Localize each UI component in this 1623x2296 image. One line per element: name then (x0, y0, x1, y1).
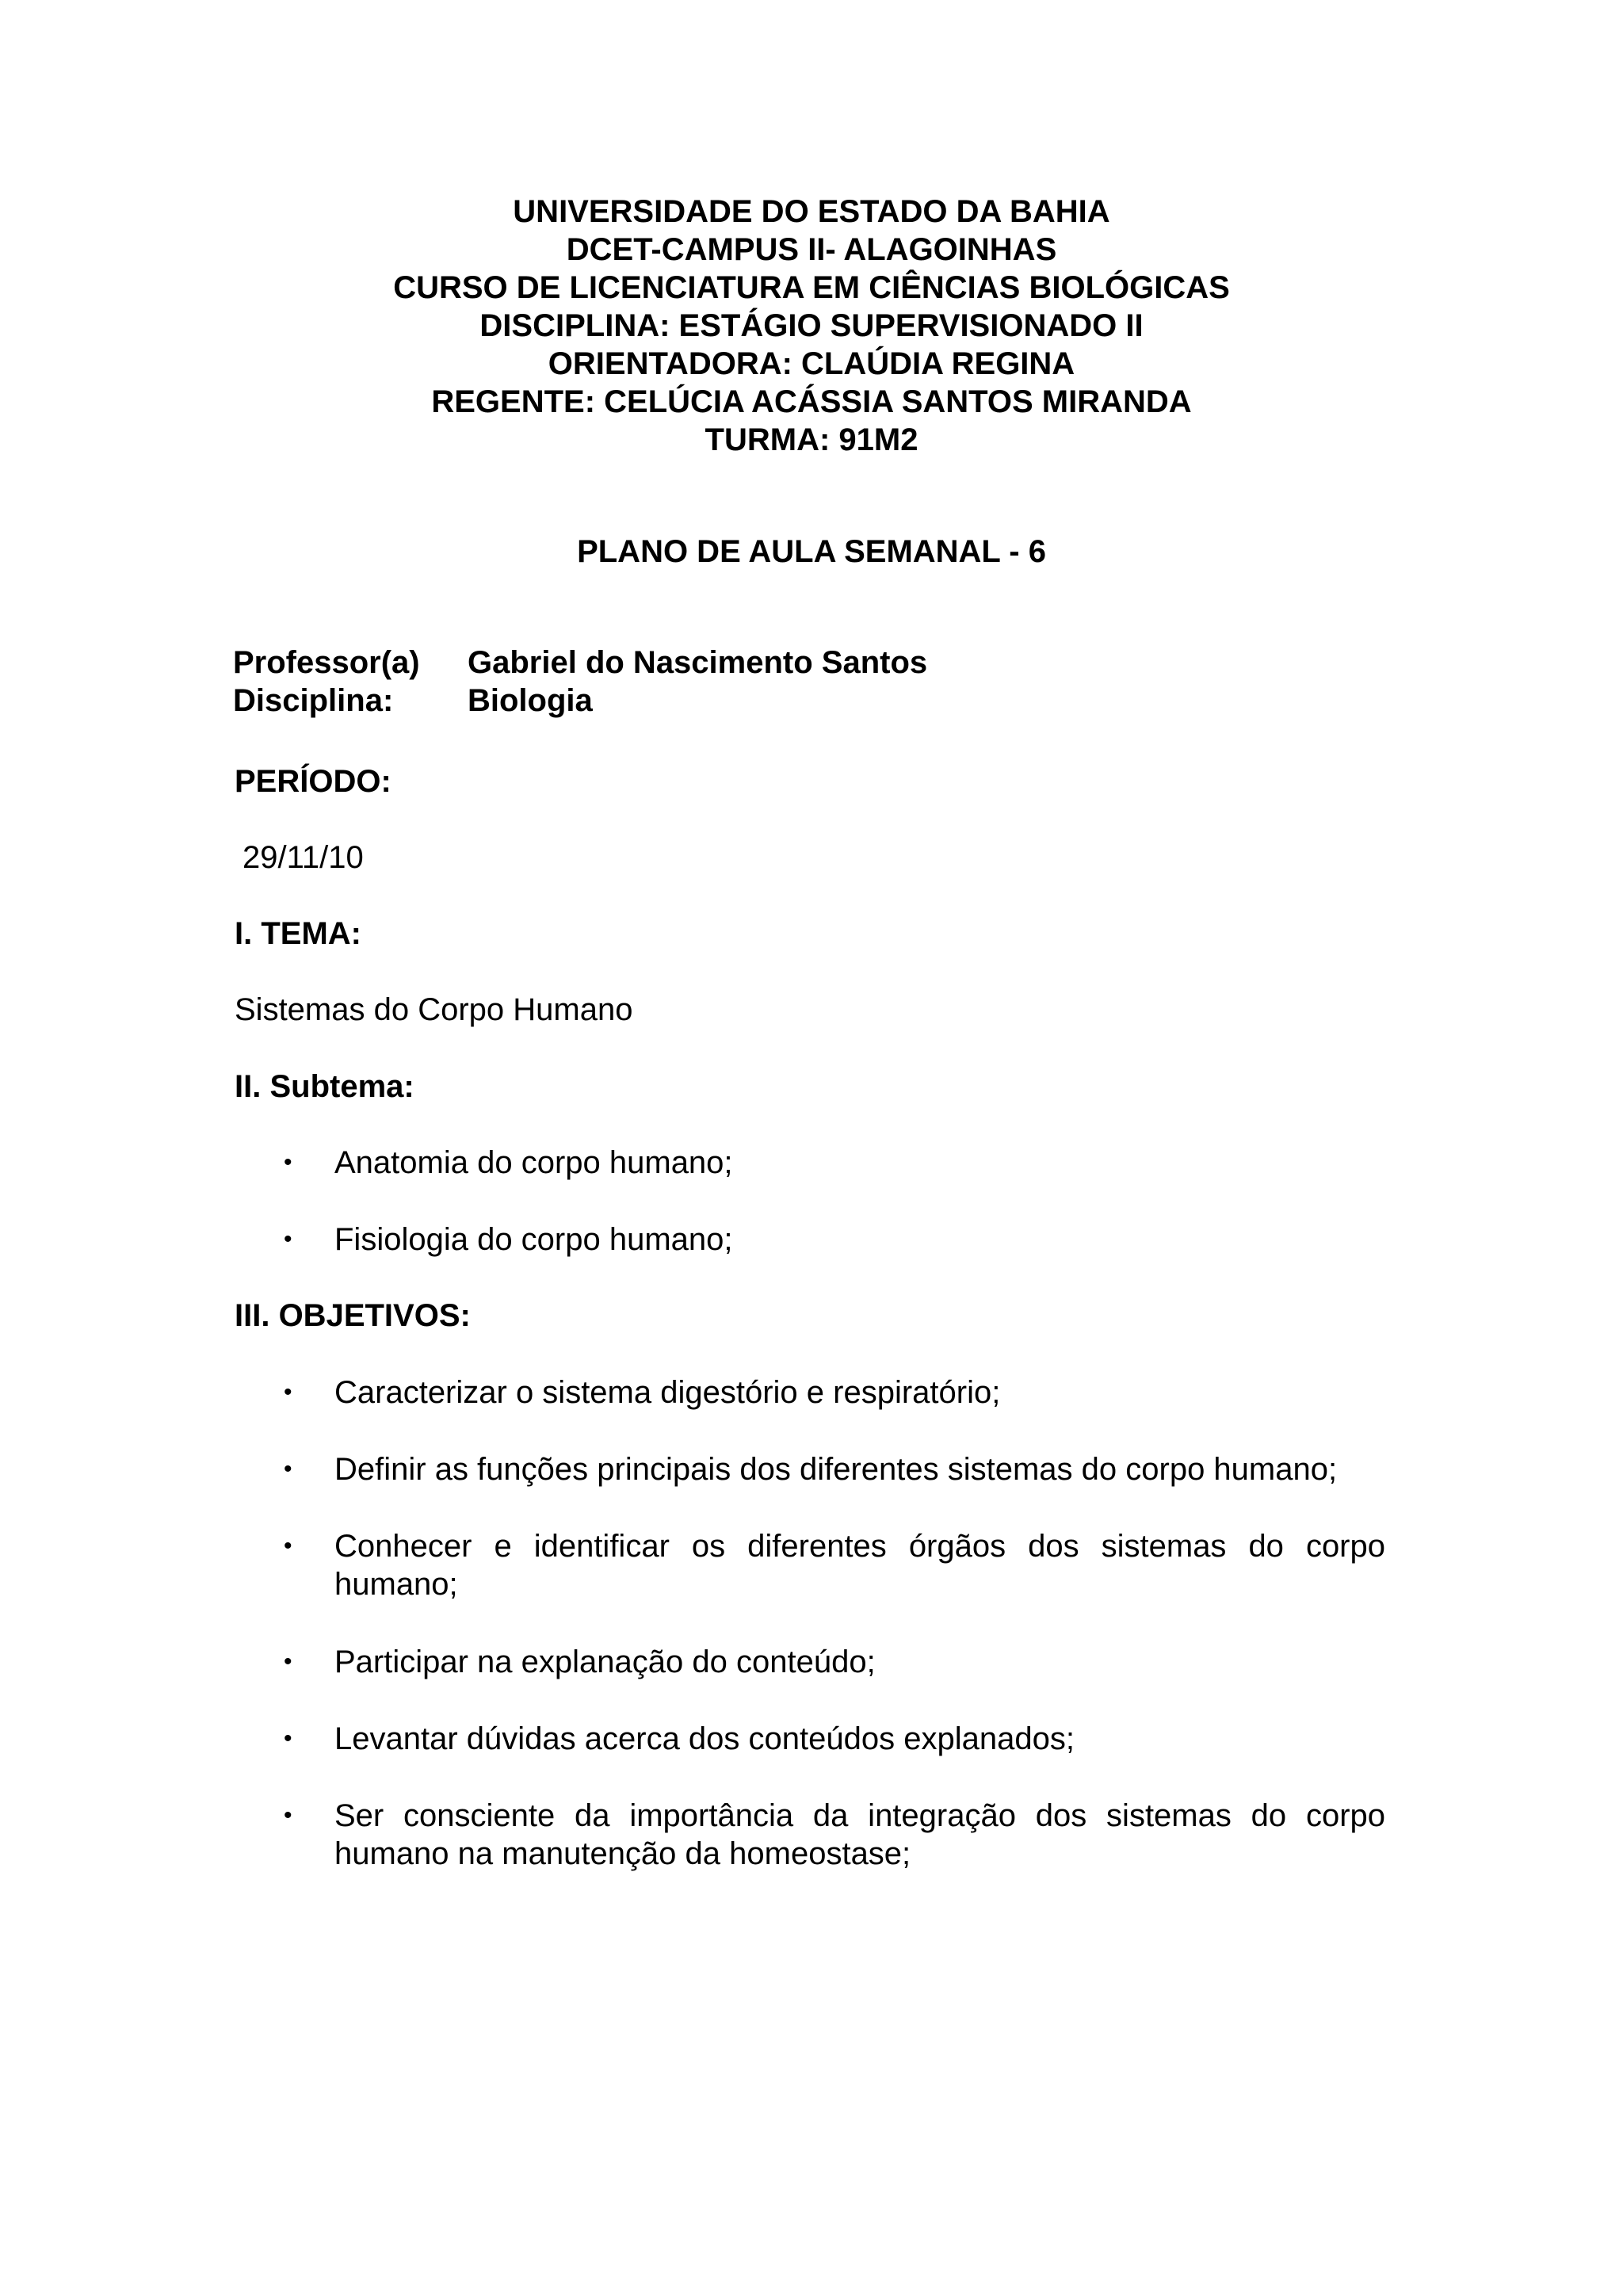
bullet-icon: • (284, 1149, 292, 1175)
tema-value: Sistemas do Corpo Humano (235, 992, 633, 1027)
list-item (284, 1527, 1385, 1603)
objetivo-item-text: Definir as funções principais dos diferentes sistemas do corpo humano; (334, 1452, 1338, 1487)
subtema-item-text: Anatomia do corpo humano; (334, 1145, 733, 1180)
header-line-campus: DCET-CAMPUS II- ALAGOINHAS (566, 232, 1057, 267)
objetivo-item-text: Levantar dúvidas acerca dos conteúdos explanados; (334, 1721, 1075, 1756)
bullet-icon: • (284, 1802, 292, 1828)
objetivo-item-text: Conhecer e identificar os diferentes órgãos dos sistemas do corpo humano; (334, 1529, 1385, 1602)
institution-header (0, 193, 1623, 459)
objetivos-heading: III. OBJETIVOS: (235, 1298, 471, 1333)
list-item (284, 1450, 1385, 1488)
subtema-item-text: Fisiologia do corpo humano; (334, 1222, 733, 1257)
header-line-discipline: DISCIPLINA: ESTÁGIO SUPERVISIONADO II (479, 308, 1144, 343)
list-item (284, 1797, 1385, 1873)
info-row-disciplina (233, 682, 927, 720)
professor-value: Gabriel do Nascimento Santos (468, 645, 928, 680)
list-item (284, 1221, 1385, 1259)
periodo-heading: PERÍODO: (235, 764, 391, 799)
bullet-icon: • (284, 1456, 292, 1482)
list-item (284, 1720, 1385, 1758)
header-line-course: CURSO DE LICENCIATURA EM CIÊNCIAS BIOLÓGICAS (393, 270, 1230, 305)
objetivo-item-text: Ser consciente da importância da integração dos sistemas do corpo humano na manutenção da homeostase; (334, 1798, 1385, 1871)
disciplina-label: Disciplina: (233, 683, 394, 718)
objetivo-item-text: Participar na explanação do conteúdo; (334, 1645, 876, 1679)
periodo-value: 29/11/10 (242, 840, 364, 875)
tema-heading: I. TEMA: (235, 916, 361, 951)
professor-label: Professor(a) (233, 645, 420, 680)
list-item (284, 1373, 1385, 1412)
header-line-university: UNIVERSIDADE DO ESTADO DA BAHIA (513, 194, 1110, 229)
bullet-icon: • (284, 1533, 292, 1559)
subtema-heading: II. Subtema: (235, 1069, 414, 1104)
bullet-icon: • (284, 1379, 292, 1405)
bullet-icon: • (284, 1226, 292, 1252)
header-line-class: TURMA: 91M2 (705, 422, 918, 457)
info-row-professor (233, 644, 927, 682)
disciplina-value: Biologia (468, 683, 593, 718)
plan-title: PLANO DE AULA SEMANAL - 6 (577, 534, 1046, 569)
header-line-advisor: ORIENTADORA: CLAÚDIA REGINA (548, 346, 1075, 381)
info-table (233, 644, 927, 720)
bullet-icon: • (284, 1648, 292, 1675)
list-item (284, 1144, 1385, 1182)
objetivo-item-text: Caracterizar o sistema digestório e respiratório; (334, 1375, 1001, 1410)
header-line-teacher: REGENTE: CELÚCIA ACÁSSIA SANTOS MIRANDA (431, 384, 1192, 419)
list-item (284, 1643, 1385, 1681)
bullet-icon: • (284, 1725, 292, 1752)
